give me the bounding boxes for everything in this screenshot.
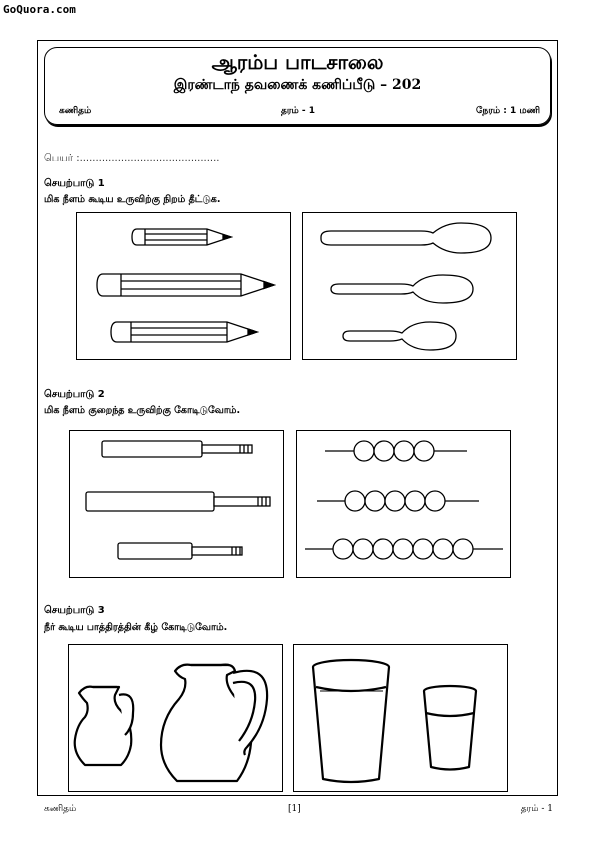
- footer-subject: கணிதம்: [44, 804, 77, 814]
- site-watermark: GoQuora.com: [3, 3, 76, 16]
- jugs-drawing: [69, 645, 282, 791]
- footer-grade: தரம் - 1: [520, 804, 553, 814]
- beads-box: [296, 430, 511, 578]
- beads-drawing: [297, 431, 510, 577]
- pencils-box: [76, 212, 291, 360]
- activity-2-title: செயற்பாடு 2: [44, 389, 105, 400]
- spoon-short-icon[interactable]: [343, 322, 456, 350]
- pencil-short-icon[interactable]: [132, 229, 231, 245]
- pencil-medium-icon[interactable]: [111, 322, 257, 342]
- school-title: ஆரம்ப பாடசாலை: [211, 50, 384, 74]
- bat-medium-icon[interactable]: [102, 441, 252, 457]
- bats-drawing: [70, 431, 283, 577]
- spoons-drawing: [303, 213, 516, 359]
- jug-large-icon[interactable]: [161, 665, 267, 781]
- time-label: நேரம் : 1 மணி: [476, 106, 540, 116]
- name-field[interactable]: பெயர் :............................................: [44, 153, 220, 164]
- activity-2-instruction: மிக நீளம் குறைந்த உருவிற்கு கோடிடுவோம்.: [44, 405, 241, 416]
- beads-row-short-icon[interactable]: [325, 441, 467, 461]
- activity-3-title: செயற்பாடு 3: [44, 605, 105, 616]
- spoons-box: [302, 212, 517, 360]
- jug-small-icon[interactable]: [75, 687, 134, 765]
- exam-header: [44, 47, 551, 125]
- exam-subtitle: இரண்டாந் தவணைக் கணிப்பீடு – 202: [173, 77, 422, 93]
- grade-label: தரம் - 1: [281, 106, 316, 116]
- glasses-drawing: [294, 645, 507, 791]
- subject-label: கணிதம்: [59, 106, 92, 116]
- glass-small-icon[interactable]: [424, 686, 476, 770]
- bat-short-icon[interactable]: [118, 543, 242, 559]
- bat-long-icon[interactable]: [86, 492, 270, 511]
- activity-3-instruction: நீர் கூடிய பாத்திரத்தின் கீழ் கோடிடுவோம்.: [44, 622, 228, 633]
- beads-row-medium-icon[interactable]: [317, 491, 479, 511]
- jugs-box: [68, 644, 283, 792]
- glasses-box: [293, 644, 508, 792]
- footer-page-number: [1]: [288, 804, 301, 814]
- beads-row-long-icon[interactable]: [305, 539, 503, 559]
- pencil-long-icon[interactable]: [97, 274, 274, 296]
- spoon-long-icon[interactable]: [321, 223, 491, 253]
- glass-large-icon[interactable]: [313, 660, 389, 782]
- pencils-drawing: [77, 213, 290, 359]
- activity-1-title: செயற்பாடு 1: [44, 178, 105, 189]
- bats-box: [69, 430, 284, 578]
- spoon-medium-icon[interactable]: [331, 275, 473, 303]
- activity-1-instruction: மிக நீளம் கூடிய உருவிற்கு நிறம் தீட்டுக.: [44, 194, 221, 205]
